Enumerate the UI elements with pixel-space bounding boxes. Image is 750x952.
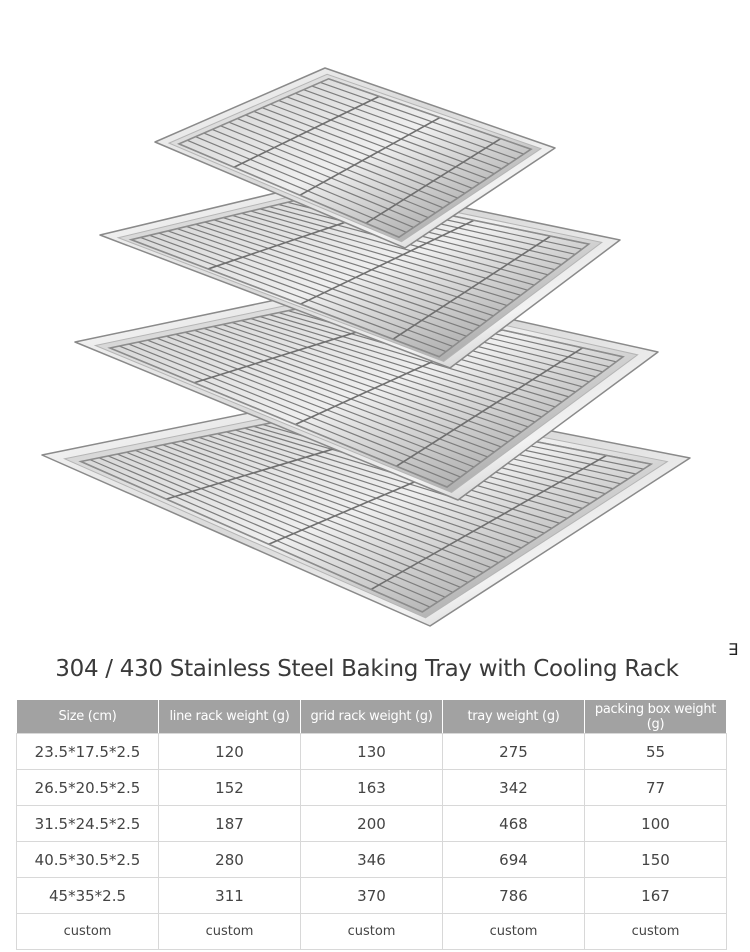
cell-tray: custom [443, 914, 585, 950]
cell-grid-rack: 163 [301, 770, 443, 806]
cell-tray: 786 [443, 878, 585, 914]
table-row [17, 878, 727, 914]
cell-box: 55 [585, 734, 727, 770]
page-title: 304 / 430 Stainless Steel Baking Tray with Cooling Rack [55, 656, 679, 682]
cell-grid-rack: 370 [301, 878, 443, 914]
cell-grid-rack: 346 [301, 842, 443, 878]
table-row [17, 734, 727, 770]
cell-grid-rack: custom [301, 914, 443, 950]
cell-tray: 275 [443, 734, 585, 770]
cell-line-rack: 311 [159, 878, 301, 914]
header-size: Size (cm) [17, 700, 159, 734]
table-header-row [17, 700, 727, 734]
cell-box: 167 [585, 878, 727, 914]
cell-tray: 468 [443, 806, 585, 842]
table-row [17, 914, 727, 950]
header-tray-weight: tray weight (g) [443, 700, 585, 734]
cell-line-rack: 187 [159, 806, 301, 842]
cell-line-rack: 152 [159, 770, 301, 806]
cell-size: 40.5*30.5*2.5 [17, 842, 159, 878]
cell-box: custom [585, 914, 727, 950]
cell-size: 31.5*24.5*2.5 [17, 806, 159, 842]
table-row [17, 806, 727, 842]
cell-grid-rack: 130 [301, 734, 443, 770]
spec-table [16, 699, 727, 950]
cell-size: custom [17, 914, 159, 950]
header-packing-box-weight: packing box weight (g) [585, 700, 727, 734]
header-grid-rack-weight: grid rack weight (g) [301, 700, 443, 734]
cell-line-rack: 120 [159, 734, 301, 770]
cell-size: 26.5*20.5*2.5 [17, 770, 159, 806]
cell-grid-rack: 200 [301, 806, 443, 842]
cell-size: 23.5*17.5*2.5 [17, 734, 159, 770]
cell-size: 45*35*2.5 [17, 878, 159, 914]
cell-line-rack: custom [159, 914, 301, 950]
edge-glyph: ∃ [728, 640, 739, 659]
cell-line-rack: 280 [159, 842, 301, 878]
table-row [17, 770, 727, 806]
cell-tray: 694 [443, 842, 585, 878]
cell-box: 150 [585, 842, 727, 878]
cell-box: 77 [585, 770, 727, 806]
header-line-rack-weight: line rack weight (g) [159, 700, 301, 734]
cell-tray: 342 [443, 770, 585, 806]
table-row [17, 842, 727, 878]
cell-box: 100 [585, 806, 727, 842]
